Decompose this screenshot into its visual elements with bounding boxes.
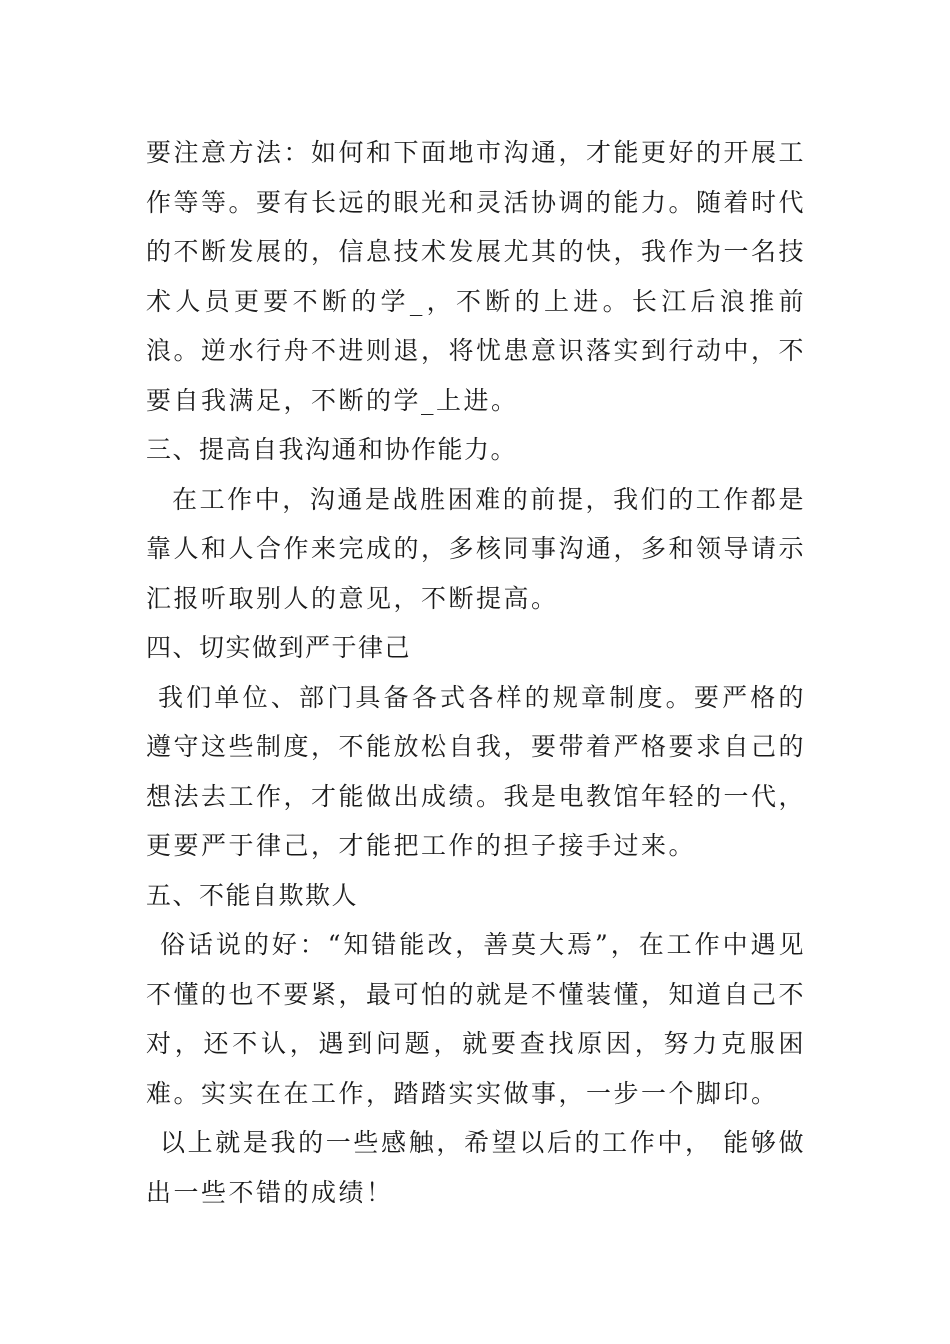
heading-communication: 三、提高自我沟通和协作能力。	[146, 435, 518, 464]
paragraph-honesty: 俗话说的好：“知错能改，善莫大焉”，在工作中遇见不懂的也不要紧，最可怕的就是不懂装懂，知道自己不对，还不认，遇到问题，就要查找原因，努力克服困难。实实在在工作，踏踏实实做事，一步一个脚印。	[146, 930, 807, 1108]
document-body	[146, 128, 806, 1217]
paragraph-conclusion: 以上就是我的一些感触，希望以后的工作中， 能够做出一些不错的成绩！	[146, 1128, 806, 1207]
paragraph-communication: 在工作中，沟通是战胜困难的前提，我们的工作都是靠人和人合作来完成的，多核同事沟通，多和领导请示汇报听取别人的意见，不断提高。	[146, 484, 807, 613]
paragraph-method: 要注意方法：如何和下面地市沟通，才能更好的开展工作等等。要有长远的眼光和灵活协调的能力。随着时代的不断发展的，信息技术发展尤其的快，我作为一名技术人员更要不断的学_，不断的上进。长江后浪推前浪。逆水行舟不进则退，将忧患意识落实到行动中，不要自我满足，不断的学_上进。	[146, 138, 807, 415]
paragraph-self-discipline: 我们单位、部门具备各式各样的规章制度。要严格的遵守这些制度，不能放松自我，要带着严格要求自己的想法去工作，才能做出成绩。我是电教馆年轻的一代，更要严于律己，才能把工作的担子接手过来。	[146, 682, 807, 860]
heading-honesty: 五、不能自欺欺人	[146, 880, 359, 910]
heading-self-discipline: 四、切实做到严于律己	[146, 633, 412, 662]
